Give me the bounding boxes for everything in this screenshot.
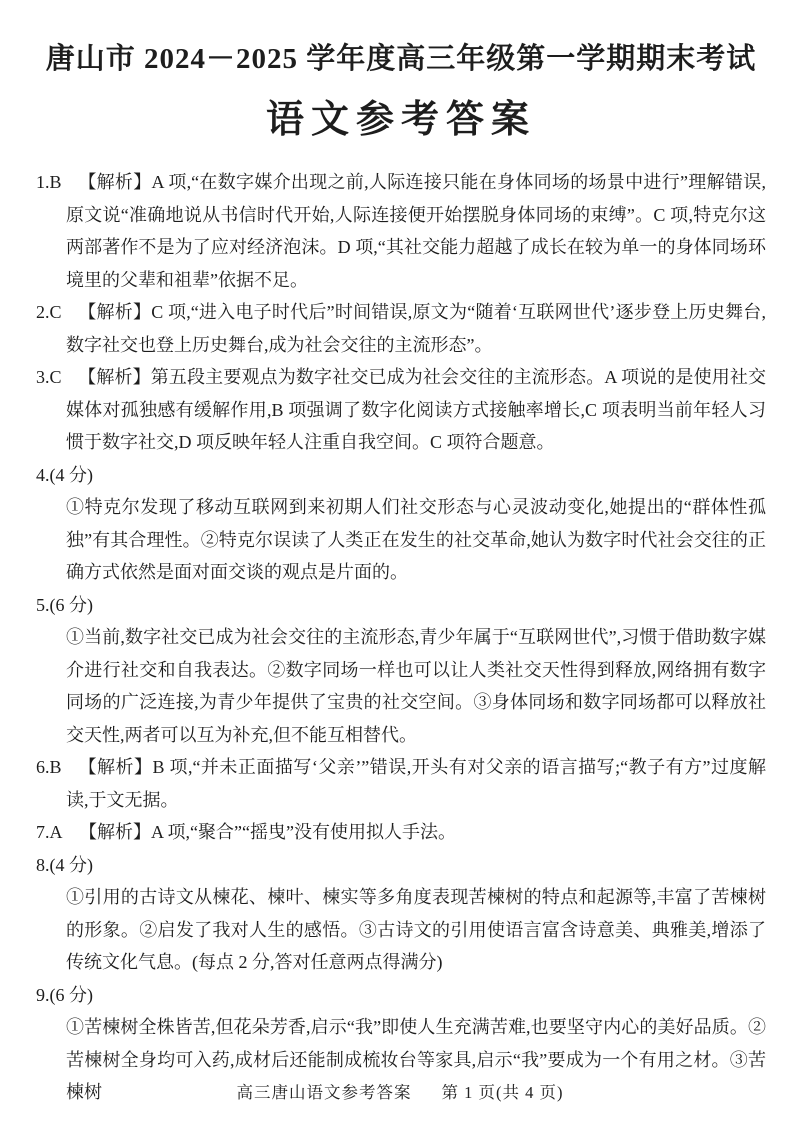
answer-item-1 — [36, 166, 766, 296]
item-text: 【解析】A 项,“聚合”“摇曳”没有使用拟人手法。 — [79, 822, 456, 843]
answer-item-6 — [36, 751, 766, 816]
answer-item-2 — [36, 296, 766, 361]
item-label: 9.(6 分) — [36, 984, 93, 1005]
item-label: 5.(6 分) — [36, 594, 93, 615]
footer-page-number: 第 1 页(共 4 页) — [441, 1083, 564, 1102]
answer-item-4 — [36, 459, 766, 589]
item-text: 【解析】A 项,“在数字媒介出现之前,人际连接只能在身体同场的场景中进行”理解错误,原文说“准确地说从书信时代开始,人际连接便开始摆脱身体同场的束缚”。C 项,特克尔这两部著作不是为了应对经济泡沫。D 项,“其社交能力超越了成长在较为单一的身体同场环境里的父辈和祖辈”依据不足。 — [66, 172, 767, 290]
answer-item-5 — [36, 589, 766, 752]
answer-item-3 — [36, 361, 766, 459]
item-label: 4.(4 分) — [36, 464, 93, 485]
item-text: 【解析】B 项,“并未正面描写‘父亲’”错误,开头有对父亲的语言描写;“教子有方”过度解读,于文无据。 — [66, 757, 767, 810]
answer-item-7 — [36, 816, 766, 849]
item-text: ①特克尔发现了移动互联网到来初期人们社交形态与心灵波动变化,她提出的“群体性孤独”有其合理性。②特克尔误读了人类正在发生的社交革命,她认为数字时代社会交往的正确方式依然是面对面交谈的观点是片面的。 — [66, 497, 766, 583]
item-text: 【解析】C 项,“进入电子时代后”时间错误,原文为“随着‘互联网世代’逐步登上历史舞台,数字社交也登上历史舞台,成为社会交往的主流形态”。 — [66, 302, 767, 355]
item-label: 7.A — [36, 822, 63, 843]
footer-doc-label: 高三唐山语文参考答案 — [236, 1083, 412, 1102]
item-text: ①引用的古诗文从楝花、楝叶、楝实等多角度表现苦楝树的特点和起源等,丰富了苦楝树的形象。②启发了我对人生的感悟。③古诗文的引用使语言富含诗意美、典雅美,增添了传统文化气息。(每点 2 分,答对任意两点得满分) — [66, 887, 766, 973]
page-title: 唐山市 2024－2025 学年度高三年级第一学期期末考试 — [45, 43, 757, 75]
item-label: 8.(4 分) — [36, 854, 93, 875]
item-label: 6.B — [36, 757, 62, 778]
item-text: ①当前,数字社交已成为社会交往的主流形态,青少年属于“互联网世代”,习惯于借助数字媒介进行社交和自我表达。②数字同场一样也可以让人类社交天性得到释放,网络拥有数字同场的广泛连接,为青少年提供了宝贵的社交空间。③身体同场和数字同场都可以释放社交天性,两者可以互为补充,但不能互相替代。 — [66, 627, 766, 745]
item-label: 1.B — [36, 172, 62, 193]
item-text: 【解析】第五段主要观点为数字社交已成为社会交往的主流形态。A 项说的是使用社交媒体对孤独感有缓解作用,B 项强调了数字化阅读方式接触率增长,C 项表明当前年轻人习惯于数字社交,D 项反映年轻人注重自我空间。C 项符合题意。 — [66, 367, 766, 453]
answer-item-8 — [36, 849, 766, 979]
page-subtitle: 语文参考答案 — [265, 98, 536, 141]
answer-list — [36, 166, 766, 1109]
item-text: ①苦楝树全株皆苦,但花朵芳香,启示“我”即使人生充满苦难,也要坚守内心的美好品质。②苦楝树全身均可入药,成材后还能制成梳妆台等家具,启示“我”要成为一个有用之材。③苦楝树 — [66, 1017, 766, 1103]
item-label: 2.C — [36, 302, 62, 323]
item-label: 3.C — [36, 367, 62, 388]
page-footer — [0, 1079, 800, 1103]
